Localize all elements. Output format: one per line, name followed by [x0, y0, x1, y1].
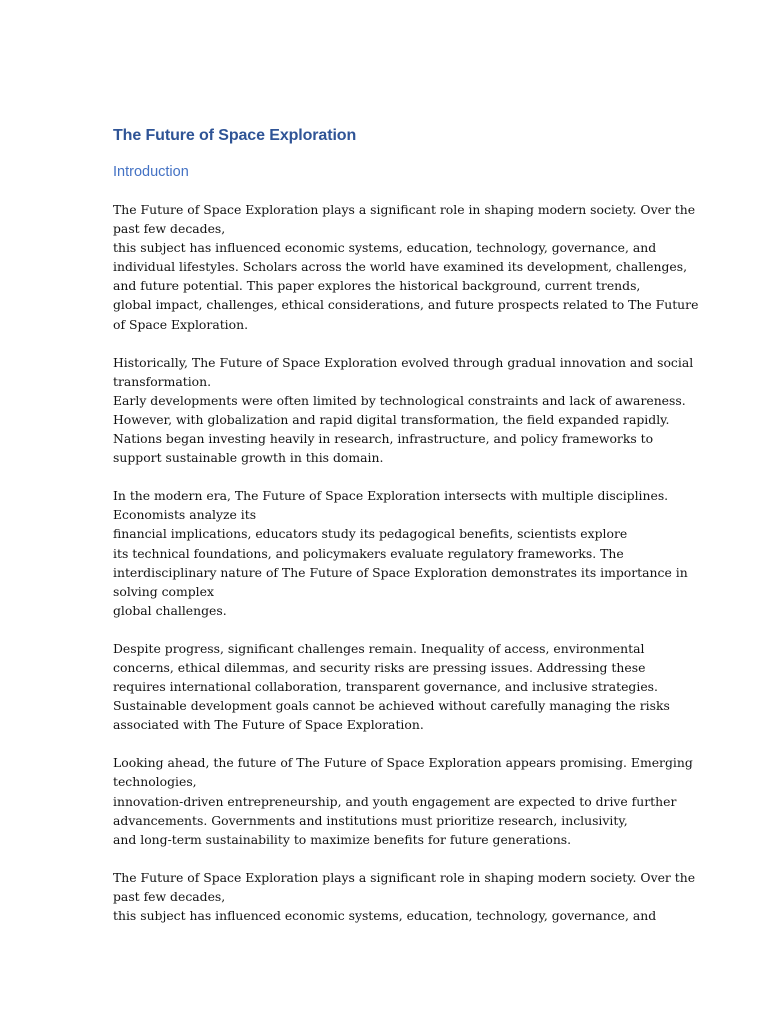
paragraph-line: technologies, — [113, 774, 197, 790]
paragraph-line: The Future of Space Exploration plays a significant role in shaping modern society. Over the — [113, 869, 696, 885]
paragraph-line: concerns, ethical dilemmas, and security risks are pressing issues. Addressing these — [113, 659, 646, 675]
paragraph-line: support sustainable growth in this domain. — [113, 450, 384, 466]
paragraph-line: financial implications, educators study its pedagogical benefits, scientists explore — [113, 526, 628, 542]
paragraph-line: The Future of Space Exploration plays a significant role in shaping modern society. Over the — [113, 202, 696, 217]
body-paragraph — [113, 639, 670, 734]
paragraph-line: innovation-driven entrepreneurship, and youth engagement are expected to drive further — [113, 793, 677, 809]
paragraph-line: However, with globalization and rapid digital transformation, the field expanded rapidly. — [113, 411, 670, 427]
paragraph-line: advancements. Governments and institutions must prioritize research, inclusivity, — [113, 812, 628, 828]
document-title: The Future of Space Exploration — [113, 127, 357, 144]
paragraph-line: global challenges. — [113, 602, 227, 618]
paragraph-line: solving complex — [113, 583, 214, 599]
paragraph-line: past few decades, — [113, 888, 226, 904]
paragraph-line: Historically, The Future of Space Exploration evolved through gradual innovation and social — [113, 354, 694, 370]
paragraph-line: Nations began investing heavily in research, infrastructure, and policy frameworks to — [113, 431, 654, 447]
paragraph-line: Despite progress, significant challenges remain. Inequality of access, environmental — [113, 640, 645, 656]
paragraph-line: Early developments were often limited by technological constraints and lack of awareness. — [113, 392, 686, 408]
paragraph-line: its technical foundations, and policymakers evaluate regulatory frameworks. The — [113, 545, 624, 561]
body-paragraph — [113, 753, 693, 848]
paragraph-line: individual lifestyles. Scholars across the world have examined its development, challenges, — [113, 259, 688, 275]
paragraph-line: transformation. — [113, 373, 212, 389]
paragraph-line: and long-term sustainability to maximize benefits for future generations. — [113, 831, 572, 847]
paragraph-line: In the modern era, The Future of Space Exploration intersects with multiple disciplines. — [113, 488, 669, 504]
body-paragraph — [113, 868, 696, 925]
paragraph-line: global impact, challenges, ethical considerations, and future prospects related to The Future — [113, 297, 699, 313]
document-body — [113, 124, 699, 925]
paragraph-line: Sustainable development goals cannot be achieved without carefully managing the risks — [113, 698, 670, 714]
paragraph-line: past few decades, — [113, 221, 226, 237]
paragraph-line: interdisciplinary nature of The Future of Space Exploration demonstrates its importance in — [113, 564, 688, 580]
paragraph-line: and future potential. This paper explores the historical background, current trends, — [113, 278, 641, 294]
paragraph-line: this subject has influenced economic systems, education, technology, governance, and — [113, 240, 657, 256]
paragraph-line: Economists analyze its — [113, 507, 257, 523]
paragraph-list — [113, 200, 699, 925]
body-paragraph — [113, 200, 699, 334]
paragraph-line: this subject has influenced economic systems, education, technology, governance, and — [113, 908, 657, 923]
paragraph-line: Looking ahead, the future of The Future of Space Exploration appears promising. Emerging — [113, 755, 693, 771]
paragraph-line: associated with The Future of Space Exploration. — [113, 717, 424, 733]
paragraph-line: of Space Exploration. — [113, 316, 249, 332]
paragraph-line: requires international collaboration, transparent governance, and inclusive strategies. — [113, 679, 658, 695]
body-paragraph — [113, 486, 688, 620]
section-heading-introduction: Introduction — [113, 164, 189, 180]
body-paragraph — [113, 353, 694, 468]
